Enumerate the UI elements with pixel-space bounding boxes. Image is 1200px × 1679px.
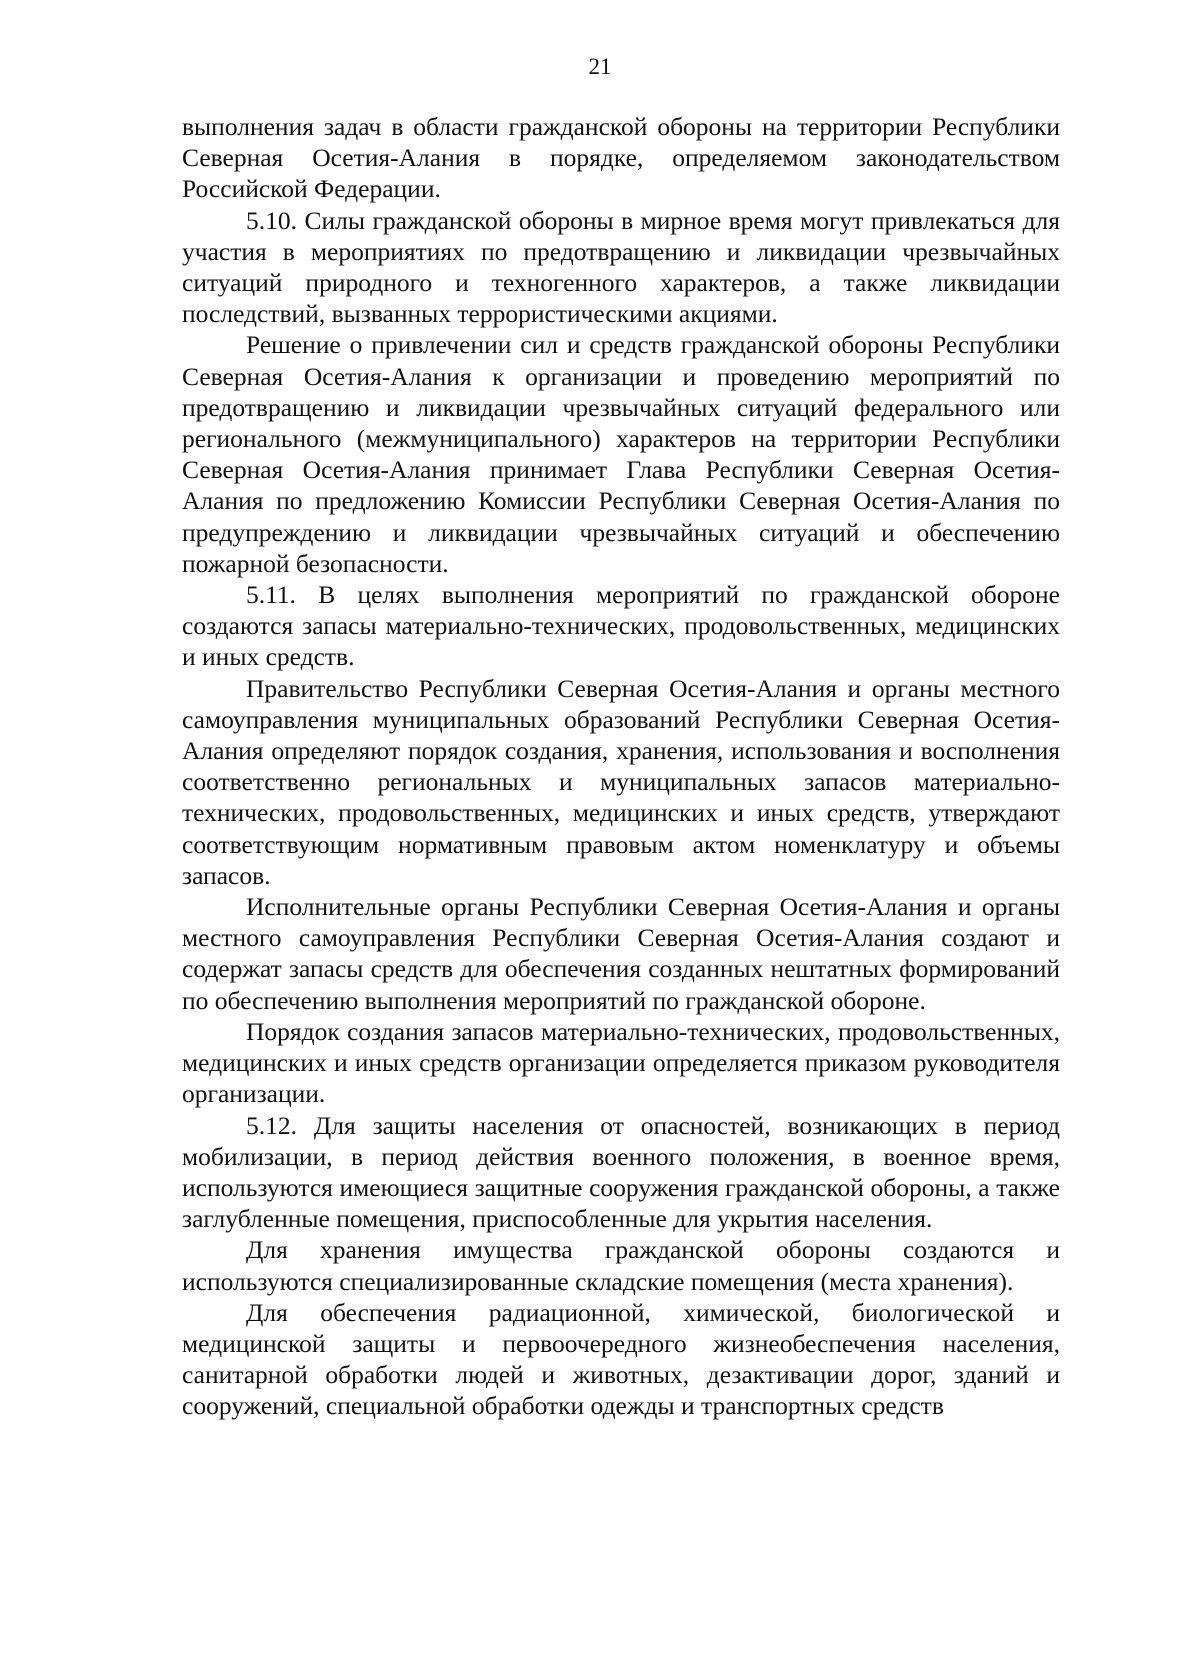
paragraph-2: 5.10. Силы гражданской обороны в мирное время могут привлекаться для участия в мероприятиях по предотвращению и ликвидации чрезвычайных ситуаций природного и техногенного характеров, а также ликвидации последствий, вызванных террористическими акциями.	[182, 205, 1060, 329]
paragraph-10: Для обеспечения радиационной, химической, биологической и медицинской защиты и первоочередного жизнеобеспечения населения, санитарной обработки людей и животных, дезактивации дорог, зданий и сооружений, специальной обработки одежды и транспортных средств	[182, 1297, 1060, 1421]
paragraph-6: Исполнительные органы Республики Северная Осетия-Алания и органы местного самоуправления Республики Северная Осетия-Алания создают и содержат запасы средств для обеспечения созданных нештатных формирований по обеспечению выполнения мероприятий по гражданской обороне.	[182, 892, 1060, 1015]
paragraph-5: Правительство Республики Северная Осетия-Алания и органы местного самоуправления муниципальных образований Республики Северная Осетия-Алания определяют порядок создания, хранения, использования и восполнения соответственно региональных и муниципальных запасов материально-технических, продовольственных, медицинских и иных средств, утверждают соответствующим нормативным правовым актом номенклатуру и объемы запасов.	[182, 673, 1060, 890]
paragraph-9: Для хранения имущества гражданской обороны создаются и используются специализированные складские помещения (места хранения).	[182, 1235, 1060, 1296]
paragraph-1: выполнения задач в области гражданской обороны на территории Республики Северная Осетия-Алания в порядке, определяемом законодательством Российской Федерации.	[182, 112, 1060, 204]
paragraph-7: Порядок создания запасов материально-технических, продовольственных, медицинских и иных средств организации определяется приказом руководителя организации.	[182, 1016, 1060, 1109]
page-number: 21	[588, 54, 612, 79]
paragraph-4: 5.11. В целях выполнения мероприятий по гражданской обороне создаются запасы материально-технических, продовольственных, медицинских и иных средств.	[182, 580, 1060, 672]
document-body	[182, 111, 1060, 1422]
paragraph-8: 5.12. Для защиты населения от опасностей, возникающих в период мобилизации, в период действия военного положения, в военное время, используются имеющиеся защитные сооружения гражданской обороны, а также заглубленные помещения, приспособленные для укрытия населения.	[182, 1110, 1060, 1234]
paragraph-3: Решение о привлечении сил и средств гражданской обороны Республики Северная Осетия-Алания к организации и проведению мероприятий по предотвращению и ликвидации чрезвычайных ситуаций федерального или регионального (межмуниципального) характеров на территории Республики Северная Осетия-Алания принимает Глава Республики Северная Осетия-Алания по предложению Комиссии Республики Северная Осетия-Алания по предупреждению и ликвидации чрезвычайных ситуаций и обеспечению пожарной безопасности.	[182, 330, 1060, 578]
